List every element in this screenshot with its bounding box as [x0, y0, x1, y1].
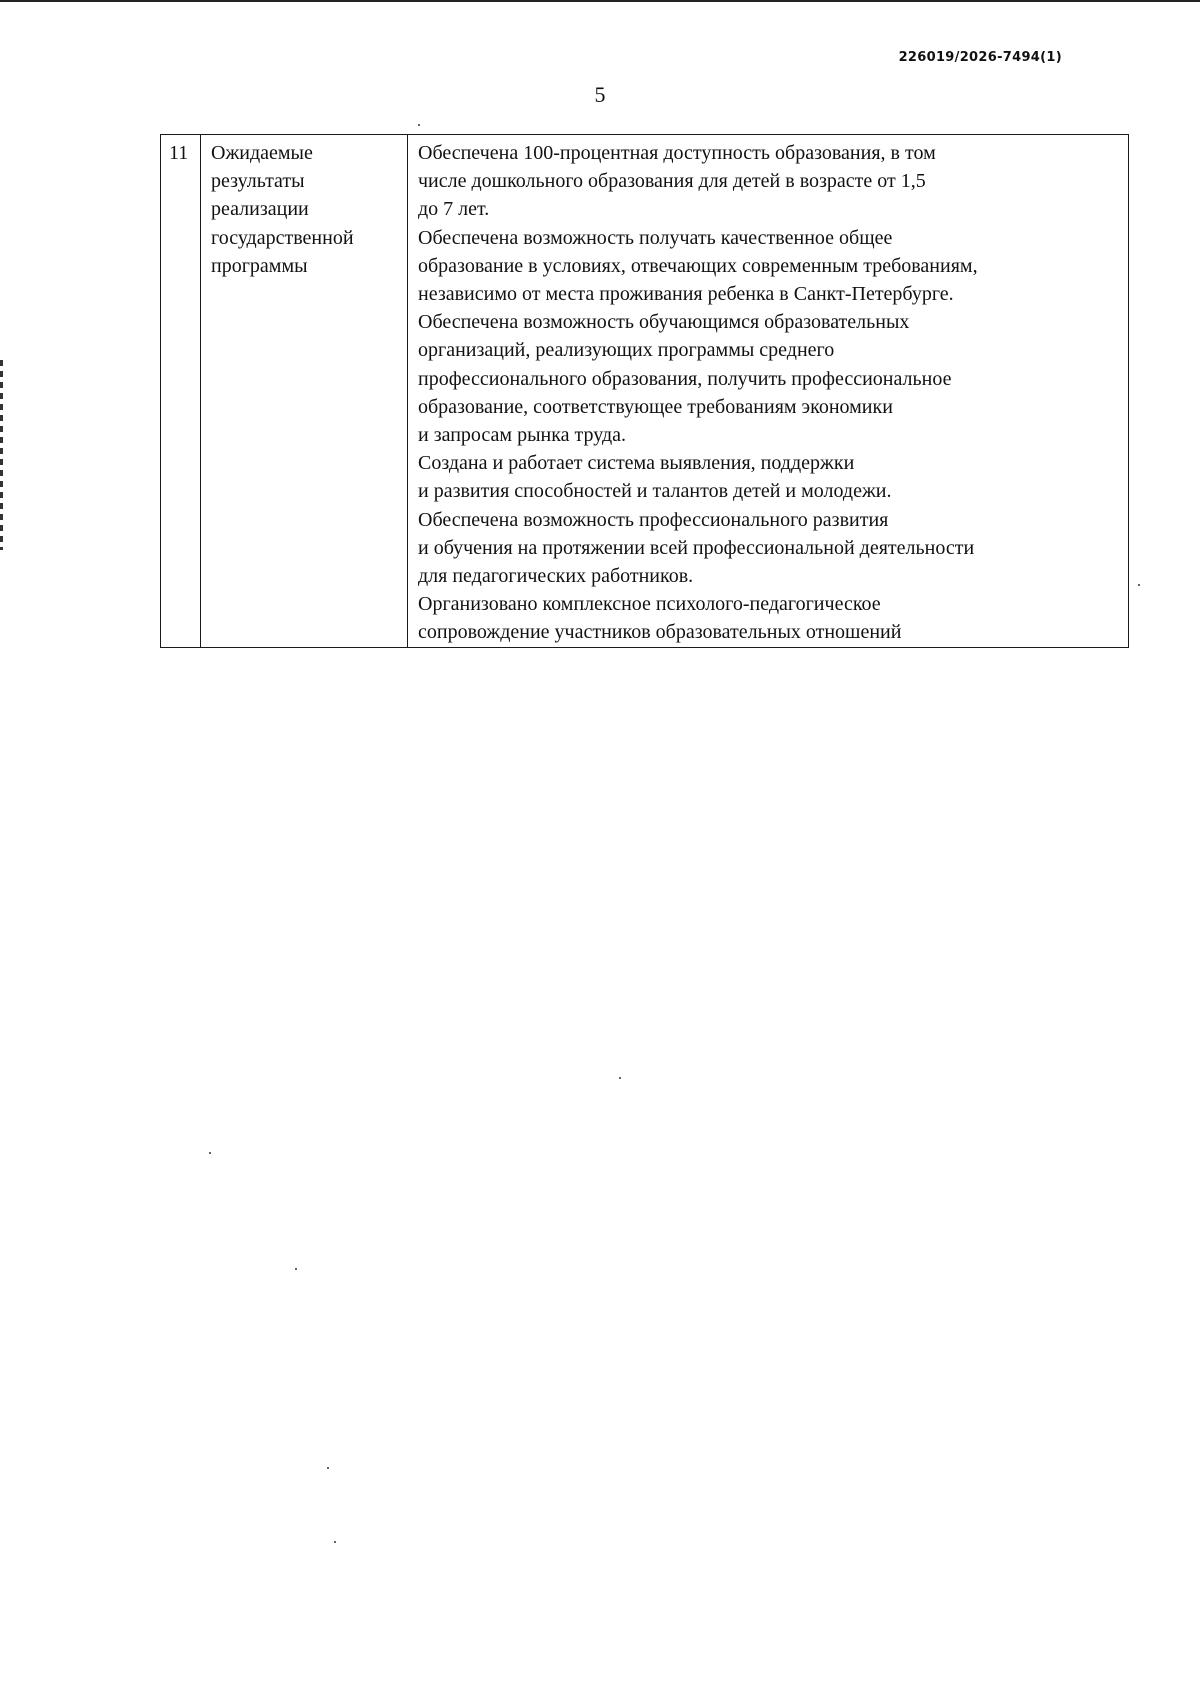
content-line: Создана и работает система выявления, поддержки [418, 452, 855, 475]
content-line: Обеспечена 100-процентная доступность образования, в том [418, 142, 936, 164]
content-line: Обеспечена возможность обучающимся образовательных [418, 311, 910, 334]
row-label-line: результаты [211, 170, 305, 193]
scan-speck [327, 1467, 329, 1469]
scan-edge-marks [0, 360, 3, 550]
row-number-cell [161, 135, 201, 648]
content-line: образование в условиях, отвечающих современным требованиям, [418, 254, 978, 277]
row-label-line: реализации [211, 198, 309, 221]
content-line: и запросам рынка труда. [418, 424, 627, 447]
content-line: организаций, реализующих программы среднего [418, 339, 835, 362]
scan-speck [295, 1268, 297, 1270]
table-row [161, 135, 1129, 648]
content-line: независимо от места проживания ребенка в Санкт-Петербурге. [418, 283, 954, 306]
content-line: сопровождение участников образовательных отношений [418, 621, 902, 644]
content-line: и развития способностей и талантов детей и молодежи. [418, 480, 892, 503]
page-top-border [0, 0, 1200, 2]
scan-speck [1138, 584, 1140, 586]
content-line: Организовано комплексное психолого-педагогическое [418, 593, 881, 616]
scan-speck [418, 124, 420, 126]
row-content-cell [408, 135, 1129, 648]
content-line: для педагогических работников. [418, 565, 694, 588]
content-line: и обучения на протяжении всей профессиональной деятельности [418, 536, 975, 559]
row-number: 11 [169, 142, 189, 164]
content-line: до 7 лет. [418, 198, 490, 221]
document-id: 226019/2026-7494(1) [898, 50, 1062, 65]
scan-speck [334, 1541, 336, 1543]
content-line: образование, соответствующее требованиям экономики [418, 395, 893, 418]
page-number: 5 [594, 82, 606, 107]
scan-speck [209, 1152, 211, 1154]
row-label-line: программы [211, 254, 308, 277]
row-label-cell [201, 135, 408, 648]
content-line: Обеспечена возможность профессионального развития [418, 508, 889, 531]
content-line: числе дошкольного образования для детей в возрасте от 1,5 [418, 170, 926, 193]
row-label-line: государственной [211, 226, 354, 249]
content-line: профессионального образования, получить профессиональное [418, 367, 952, 390]
program-passport-table [160, 134, 1129, 648]
row-label-line: Ожидаемые [211, 142, 313, 164]
content-line: Обеспечена возможность получать качественное общее [418, 226, 893, 249]
scan-speck [619, 1077, 621, 1079]
